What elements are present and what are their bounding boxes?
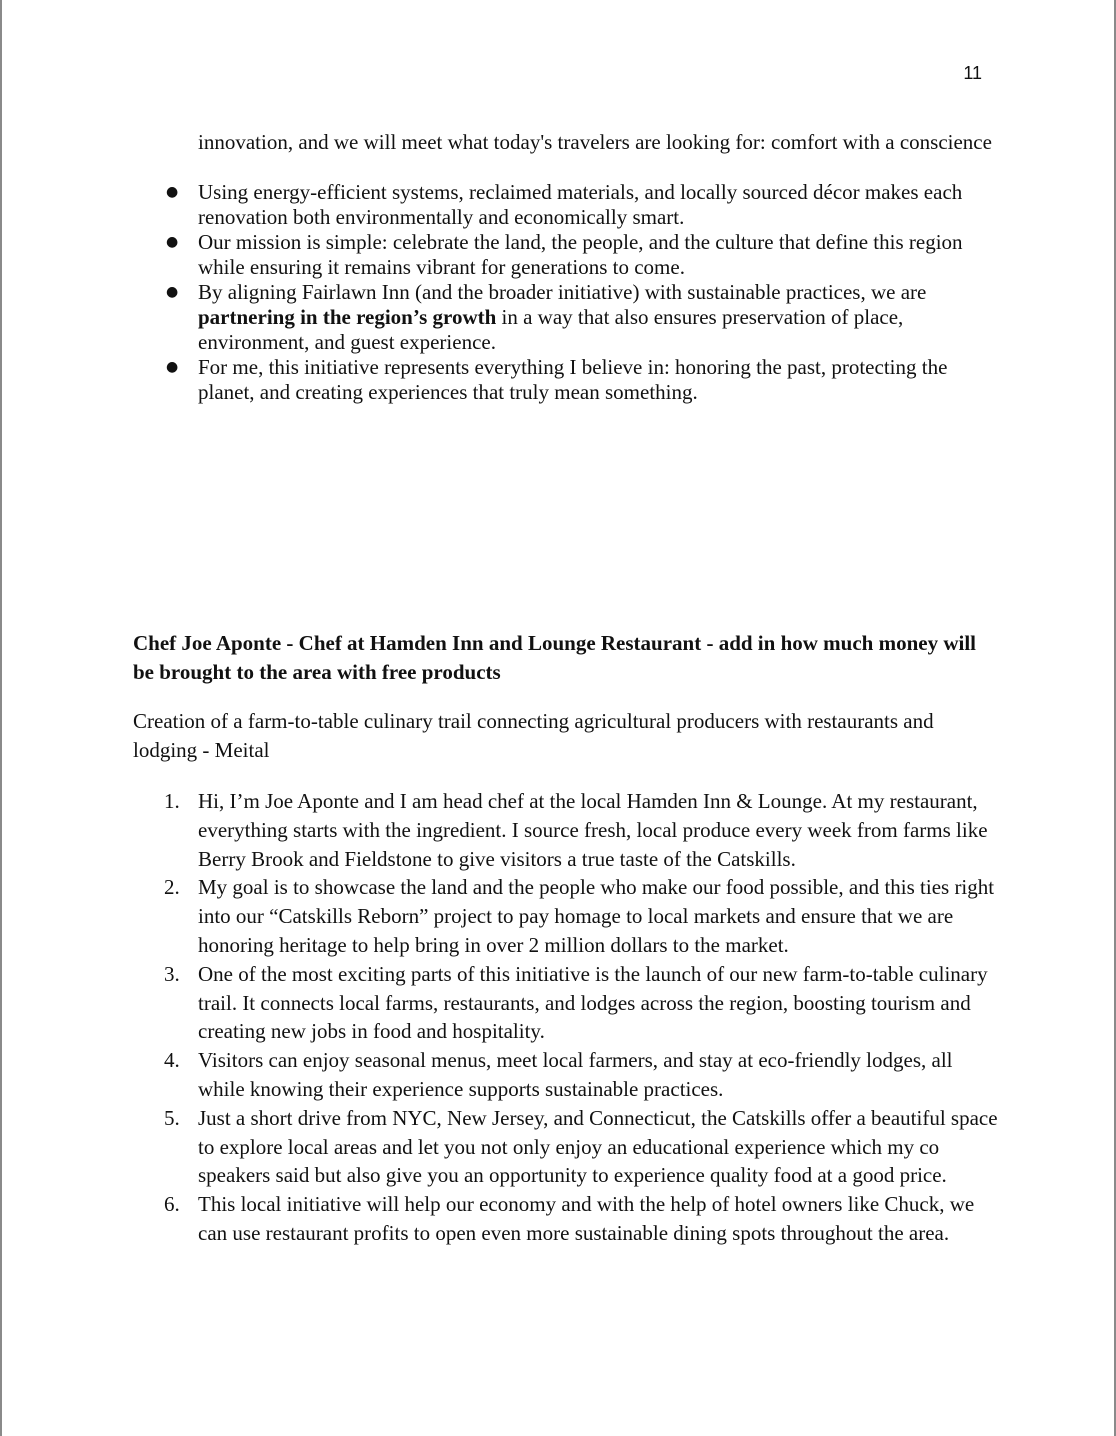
page-number: 11 — [963, 63, 982, 83]
bullet-text: Our mission is simple: celebrate the land, the people, and the culture that define this region while ensuring it remains vibrant for generations to come. — [198, 230, 963, 279]
bullet-text: Using energy-efficient systems, reclaimed materials, and locally sourced décor makes each renovation both environmentally and economically smart. — [198, 180, 963, 229]
list-item — [164, 960, 998, 1046]
list-item — [164, 1190, 998, 1248]
list-text: This local initiative will help our economy and with the help of hotel owners like Chuck, we can use restaurant profits to open even more sustainable dining spots throughout the area. — [198, 1192, 975, 1245]
bullet-item — [198, 230, 998, 280]
list-item — [164, 787, 998, 873]
continuation-text: innovation, and we will meet what today's travelers are looking for: comfort with a conscience — [198, 130, 992, 154]
bullet-text: By aligning Fairlawn Inn (and the broader initiative) with sustainable practices, we are — [198, 280, 927, 304]
numbered-list — [164, 787, 998, 1248]
bullet-text: in a way that also ensures preservation of place, environment, and guest experience. — [198, 305, 904, 354]
bullet-item — [198, 280, 998, 355]
list-item — [164, 873, 998, 959]
list-text: Just a short drive from NYC, New Jersey, and Connecticut, the Catskills offer a beautiful space to explore local areas and let you not only enjoy an educational experience which my co speakers said but also give you an opportunity to experience quality food at a good price. — [198, 1105, 998, 1188]
list-text: My goal is to showcase the land and the people who make our food possible, and this ties right into our “Catskills Reborn” project to pay homage to local markets and ensure that we are honoring heritage to help bring in over 2 million dollars to the market. — [198, 875, 995, 957]
bullet-text: For me, this initiative represents everything I believe in: honoring the past, protecting the planet, and creating experiences that truly mean something. — [198, 355, 948, 404]
bullet-item — [198, 180, 998, 230]
list-number: 6. — [164, 1192, 180, 1217]
list-number: 5. — [164, 1105, 180, 1130]
bullet-item — [198, 355, 998, 405]
bullet-list — [198, 180, 998, 405]
list-number: 1. — [164, 789, 180, 813]
list-text: One of the most exciting parts of this initiative is the launch of our new farm-to-table culinary trail. It connects local farms, restaurants, and lodges across the region, boosting tourism and creating new jobs in food and hospitality. — [198, 961, 988, 1044]
list-item — [164, 1046, 998, 1104]
list-text: Visitors can enjoy seasonal menus, meet local farmers, and stay at eco-friendly lodges, all while knowing their experience supports sustainable practices. — [198, 1048, 953, 1101]
bullet-bold-text: partnering in the region’s growth — [198, 305, 497, 329]
list-item — [164, 1104, 998, 1190]
list-number: 2. — [164, 875, 180, 900]
section-heading: Chef Joe Aponte - Chef at Hamden Inn and Lounge Restaurant - add in how much money will be brought to the area with free products — [133, 631, 977, 684]
section-intro: Creation of a farm-to-table culinary trail connecting agricultural producers with restaurants and lodging - Meital — [133, 709, 934, 762]
list-number: 4. — [164, 1048, 180, 1073]
list-number: 3. — [164, 961, 180, 986]
list-text: Hi, I’m Joe Aponte and I am head chef at the local Hamden Inn & Lounge. At my restaurant, everything starts with the ingredient. I source fresh, local produce every week from farms like Berry Brook and Fieldstone to give visitors a true taste of the Catskills. — [198, 789, 988, 871]
